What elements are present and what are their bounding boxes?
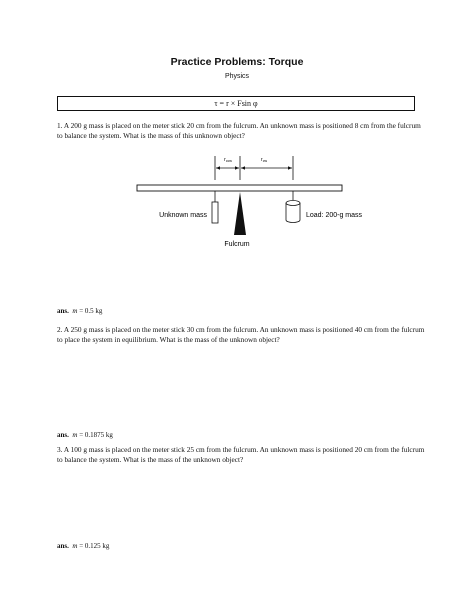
formula-box xyxy=(57,96,415,111)
r-cw-arrowhead-right xyxy=(288,166,292,169)
r-ccw-label: $r_{ccw}$ xyxy=(224,157,232,163)
unknown-mass-block xyxy=(212,202,218,223)
load-cylinder-body xyxy=(286,203,300,223)
page-subtitle: Physics xyxy=(224,73,250,80)
torque-formula: τ = r × Fsin φ xyxy=(214,99,258,108)
load-label: Load: 200-g mass xyxy=(306,212,363,219)
page-title: Practice Problems: Torque xyxy=(170,56,304,68)
torque-diagram xyxy=(0,150,474,255)
problem-3-text: 3. A 100 g mass is placed on the meter stick 25 cm from the fulcrum. An unknown mass is positioned 20 cm from the fulcrum to balance the system. What is the mass of the unknown object? xyxy=(57,445,425,464)
load-cylinder-top xyxy=(286,201,300,206)
answer-1: ans. m = 0.5 kg xyxy=(57,307,103,315)
problem-2-text: 2. A 250 g mass is placed on the meter stick 30 cm from the fulcrum. An unknown mass is positioned 40 cm from the fulcrum to place the system in equilibrium. What is the mass of the unknown object? xyxy=(57,325,425,344)
r-cw-arrowhead-left xyxy=(241,166,245,169)
problem-1-text: 1. A 200 g mass is placed on the meter stick 20 cm from the fulcrum. An unknown mass is positioned 8 cm from the fulcrum to balance the system. What is the mass of this unknown object? xyxy=(57,121,421,140)
fulcrum-triangle xyxy=(234,192,246,235)
r-ccw-arrowhead-right xyxy=(235,166,239,169)
r-ccw-arrowhead-left xyxy=(216,166,220,169)
fulcrum-label: Fulcrum xyxy=(224,241,250,248)
meter-stick xyxy=(137,185,342,191)
answer-2: ans. m = 0.1875 kg xyxy=(57,431,113,439)
r-cw-label: $r_{cw}$ xyxy=(261,157,267,163)
answer-3: ans. m = 0.125 kg xyxy=(57,542,110,550)
unknown-mass-label: Unknown mass xyxy=(159,212,207,219)
